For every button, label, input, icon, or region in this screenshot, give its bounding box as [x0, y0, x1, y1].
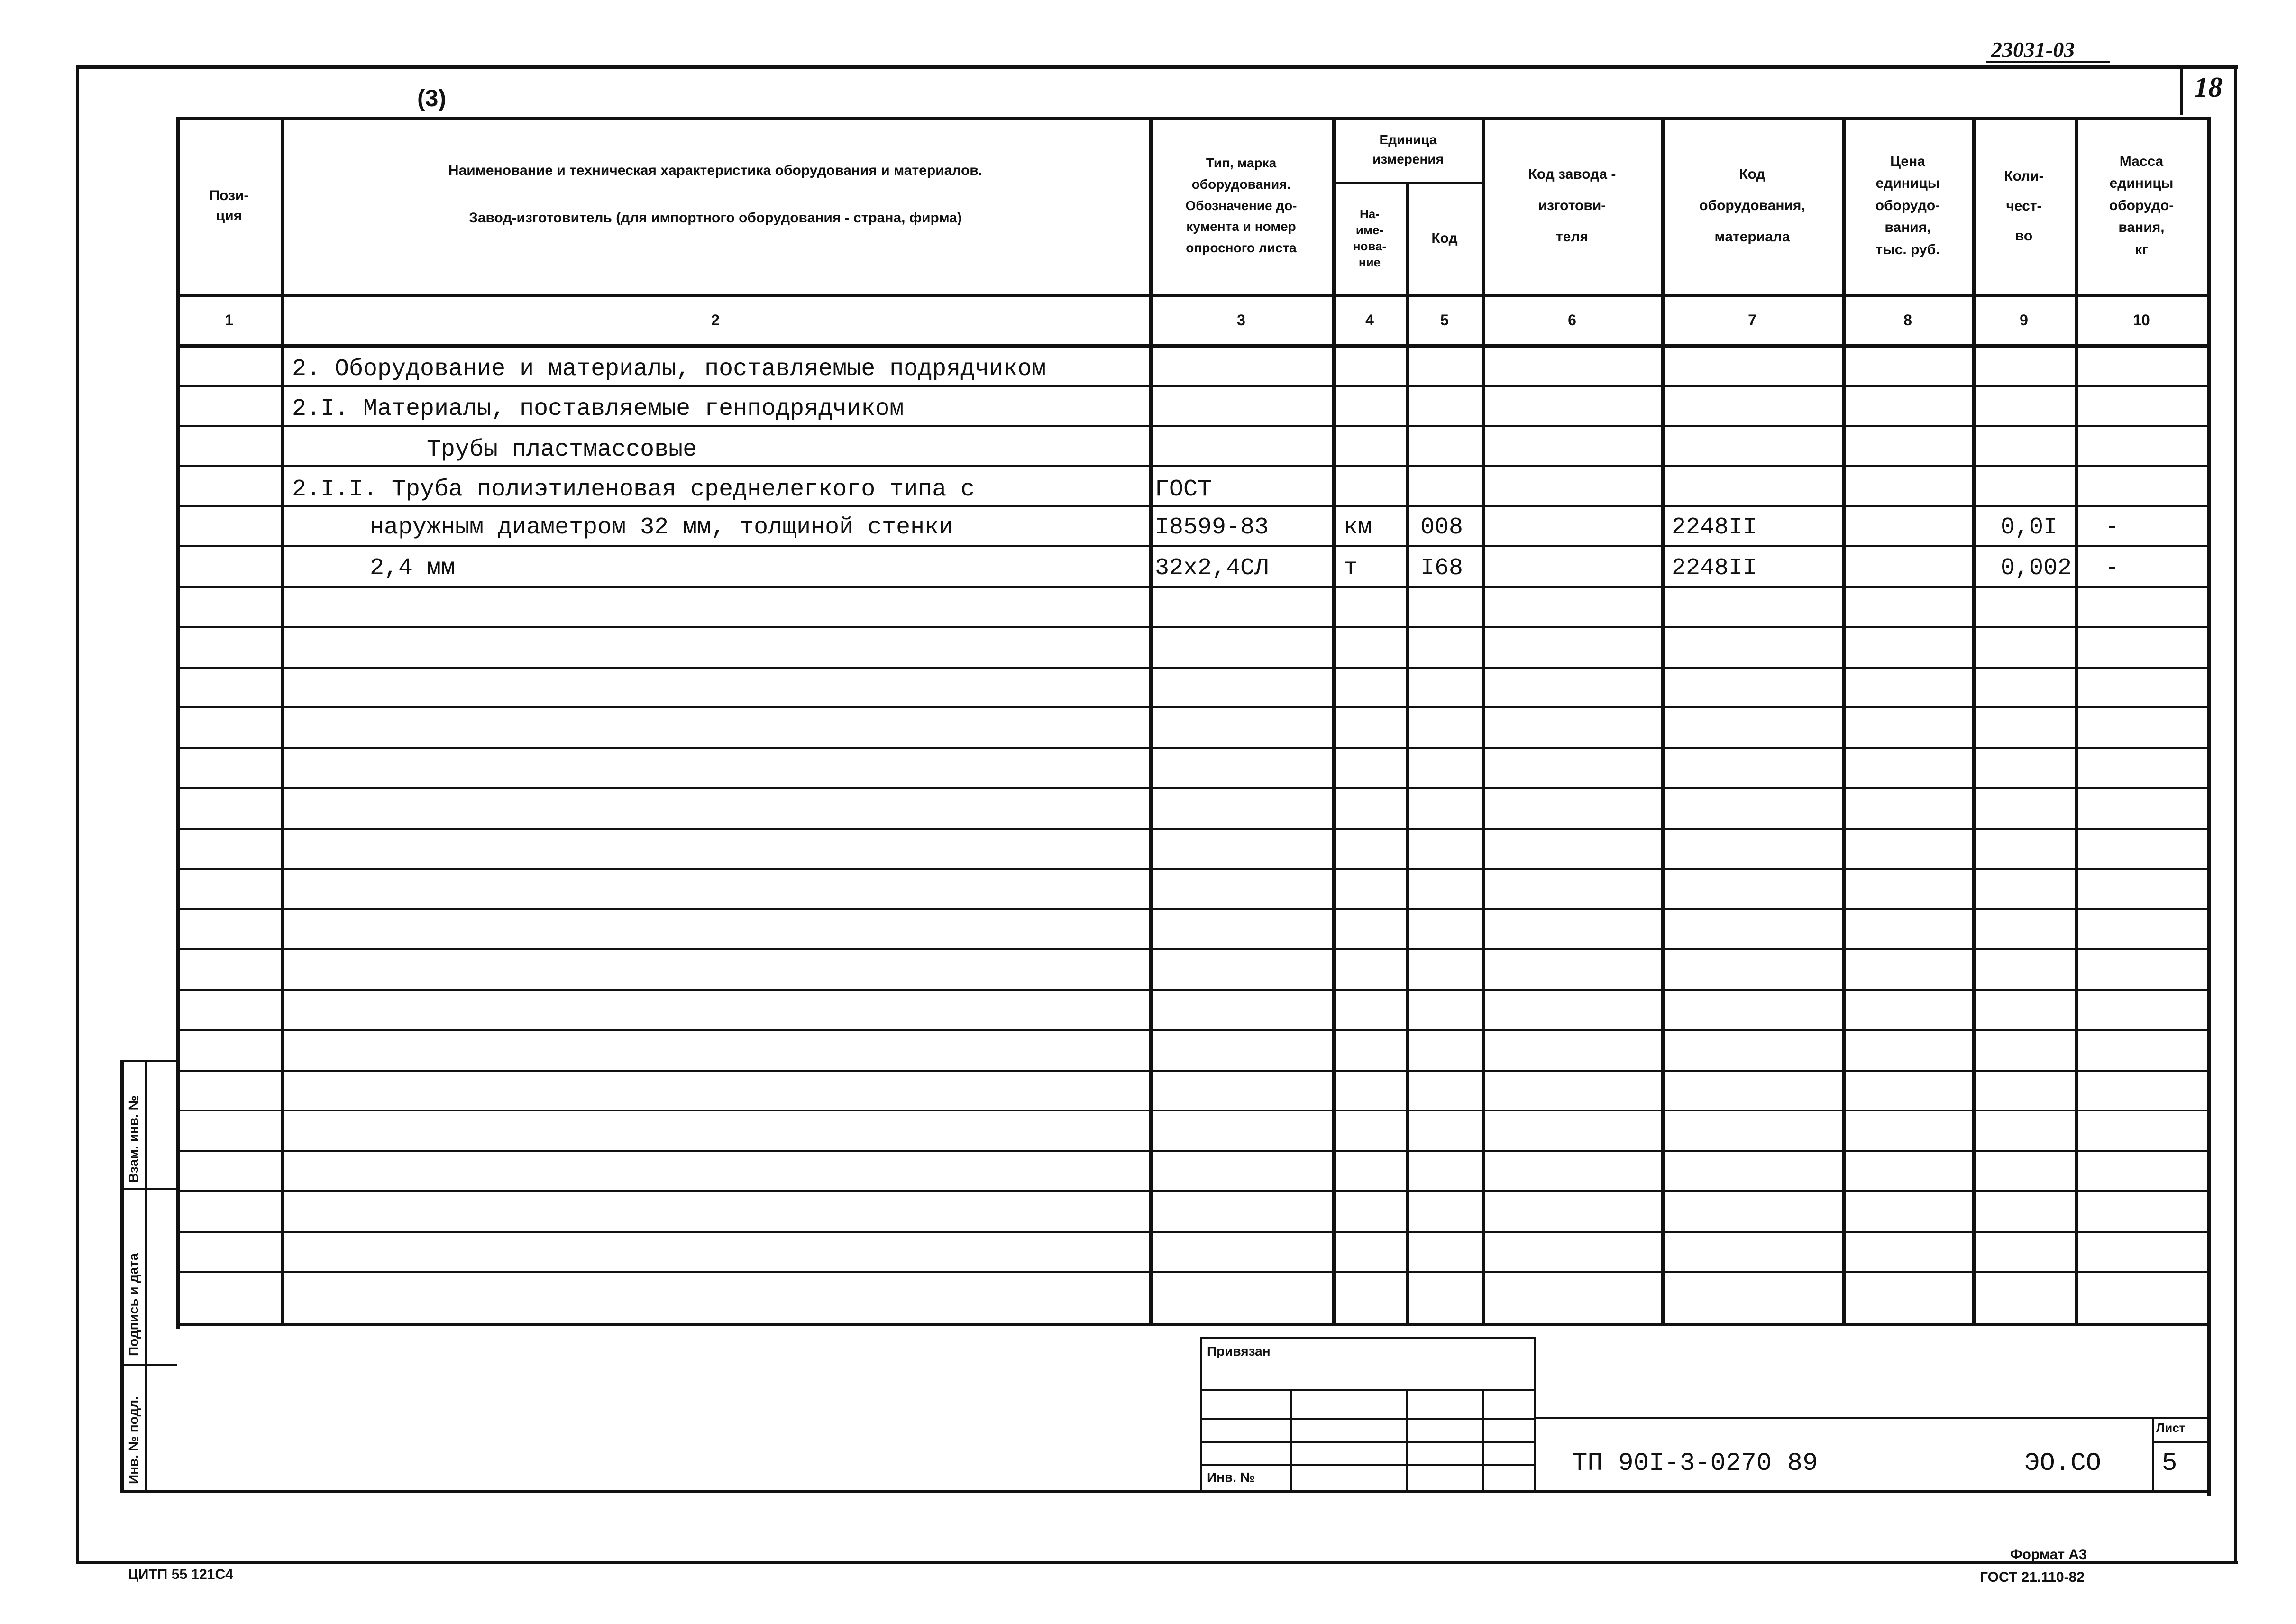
stamp-row2	[1200, 1418, 1536, 1420]
row-line	[176, 989, 2210, 991]
stamp-row4	[1200, 1464, 1536, 1466]
column-number: 6	[1568, 311, 1576, 329]
list-value: 5	[2162, 1449, 2177, 1478]
sheet-corner-number: 18	[2194, 72, 2223, 103]
row-line	[176, 828, 2210, 830]
row-unit: км	[1344, 514, 1372, 541]
header-type: Тип, марка оборудования. Обозначение до- кумента и номер опросного листа	[1185, 156, 1297, 256]
col-line-10	[2207, 117, 2211, 1496]
row-mass: -	[2105, 514, 2120, 541]
column-number: 10	[2133, 311, 2150, 329]
side-label-podpis: Подпись и дата	[126, 1253, 141, 1356]
section-code: ЭО.СО	[2024, 1449, 2102, 1478]
header-name-line1: Наименование и техническая характеристика оборудования и материалов.	[448, 163, 983, 179]
row-unit-code: I68	[1420, 555, 1464, 582]
side-stamp-bottom	[120, 1490, 2211, 1493]
row-type: ГОСТ	[1155, 476, 1212, 503]
header-unit-group: Единица измерения	[1372, 132, 1444, 166]
stamp-row3	[1200, 1441, 1536, 1443]
stamp-right	[1534, 1337, 1536, 1492]
row-line	[176, 948, 2210, 950]
header-unit-code: Код	[1431, 230, 1458, 247]
header-price: Цена единицы оборудо- вания, тыс. руб.	[1875, 153, 1940, 257]
list-box-left	[2152, 1417, 2154, 1492]
col-line-4	[1406, 182, 1409, 1325]
row-line	[176, 505, 2210, 507]
row-unit: т	[1344, 555, 1358, 582]
stamp-col1	[1290, 1389, 1292, 1492]
row-line	[176, 747, 2210, 749]
frame-bottom-line	[76, 1561, 2238, 1564]
row-line	[176, 626, 2210, 628]
row-line	[176, 385, 2210, 387]
header-position: Пози- ция	[209, 187, 249, 224]
side-label-inv-podl: Инв. № подл.	[126, 1396, 141, 1484]
side-label-vzam: Взам. инв. №	[126, 1095, 141, 1183]
row-line	[176, 425, 2210, 427]
row-line	[176, 1190, 2210, 1192]
row-line	[176, 1070, 2210, 1072]
table-body-bottom-line	[176, 1323, 2210, 1326]
row-line	[176, 667, 2210, 669]
list-box-mid	[2152, 1441, 2209, 1443]
row-line	[176, 1110, 2210, 1111]
frame-right-line	[2234, 65, 2237, 1564]
column-number: 3	[1237, 311, 1245, 329]
side-stamp-top	[120, 1060, 177, 1062]
frame-left-line	[76, 65, 79, 1564]
section-mark: (3)	[417, 85, 447, 111]
row-material-code: 2248II	[1672, 514, 1757, 541]
row-name: 2.I. Материалы, поставляемые генподрядчиком	[292, 395, 904, 422]
row-type: I8599-83	[1155, 514, 1269, 541]
header-name-line2: Завод-изготовитель (для импортного оборудования - страна, фирма)	[469, 210, 962, 226]
row-unit-code: 008	[1420, 514, 1464, 541]
stamp-left	[1200, 1337, 1202, 1492]
row-line	[176, 1150, 2210, 1152]
stamp-inv-no: Инв. №	[1207, 1470, 1255, 1485]
footer-format: Формат А3	[2010, 1547, 2087, 1562]
row-material-code: 2248II	[1672, 555, 1757, 582]
header-unit-name: На- име- нова- ние	[1353, 207, 1387, 269]
stamp-col2	[1406, 1389, 1408, 1492]
row-quantity: 0,0I	[2001, 514, 2058, 541]
column-number: 1	[225, 311, 233, 329]
column-number: 4	[1365, 311, 1374, 329]
row-line	[176, 586, 2210, 588]
side-stamp-mid	[145, 1060, 147, 1492]
row-name: 2.I.I. Труба полиэтиленовая среднелегкого типа с	[292, 476, 975, 503]
row-line	[176, 868, 2210, 870]
column-number: 2	[711, 311, 720, 329]
frame-top-line	[76, 65, 2238, 69]
title-row-line	[1534, 1417, 2210, 1419]
header-material-code: Код оборудования, материала	[1699, 166, 1805, 245]
row-name: Трубы пластмассовые	[427, 436, 697, 463]
top-code: 23031-03	[1991, 37, 2075, 62]
column-number: 9	[2020, 311, 2028, 329]
row-line	[176, 465, 2210, 467]
numbers-bottom-line	[176, 344, 2210, 348]
row-line	[176, 908, 2210, 910]
row-name: 2. Оборудование и материалы, поставляемые подрядчиком	[292, 356, 1046, 383]
header-factory-code: Код завода - изготови- теля	[1528, 166, 1616, 245]
row-mass: -	[2105, 555, 2120, 582]
row-line	[176, 787, 2210, 789]
row-type: 32х2,4СЛ	[1155, 555, 1269, 582]
row-line	[176, 1271, 2210, 1273]
stamp-top	[1200, 1337, 1536, 1339]
column-number: 7	[1748, 311, 1756, 329]
header-quantity: Коли- чест- во	[2004, 168, 2044, 244]
stamp-row1	[1200, 1389, 1536, 1391]
side-stamp-left	[120, 1060, 124, 1492]
row-quantity: 0,002	[2001, 555, 2072, 582]
row-line	[176, 1029, 2210, 1031]
side-stamp-sep2	[120, 1364, 177, 1366]
side-stamp-sep1	[120, 1188, 177, 1190]
row-line	[176, 545, 2210, 547]
column-number: 8	[1903, 311, 1912, 329]
footer-gost: ГОСТ 21.110-82	[1980, 1569, 2085, 1585]
doc-code: ТП 90I-3-0270 89	[1572, 1449, 1818, 1478]
row-line	[176, 706, 2210, 708]
row-name: 2,4 мм	[370, 555, 456, 582]
header-mass: Масса единицы оборудо- вания, кг	[2109, 153, 2174, 257]
stamp-col3	[1482, 1389, 1484, 1492]
corner-box-left	[2180, 65, 2183, 115]
footer-left: ЦИТП 55 121С4	[128, 1567, 233, 1582]
row-name: наружным диаметром 32 мм, толщиной стенки	[370, 514, 953, 541]
top-code-underline	[1986, 61, 2110, 63]
row-line	[176, 1231, 2210, 1233]
column-number: 5	[1440, 311, 1449, 329]
list-label: Лист	[2156, 1421, 2186, 1435]
stamp-privyazan: Привязан	[1207, 1344, 1271, 1358]
